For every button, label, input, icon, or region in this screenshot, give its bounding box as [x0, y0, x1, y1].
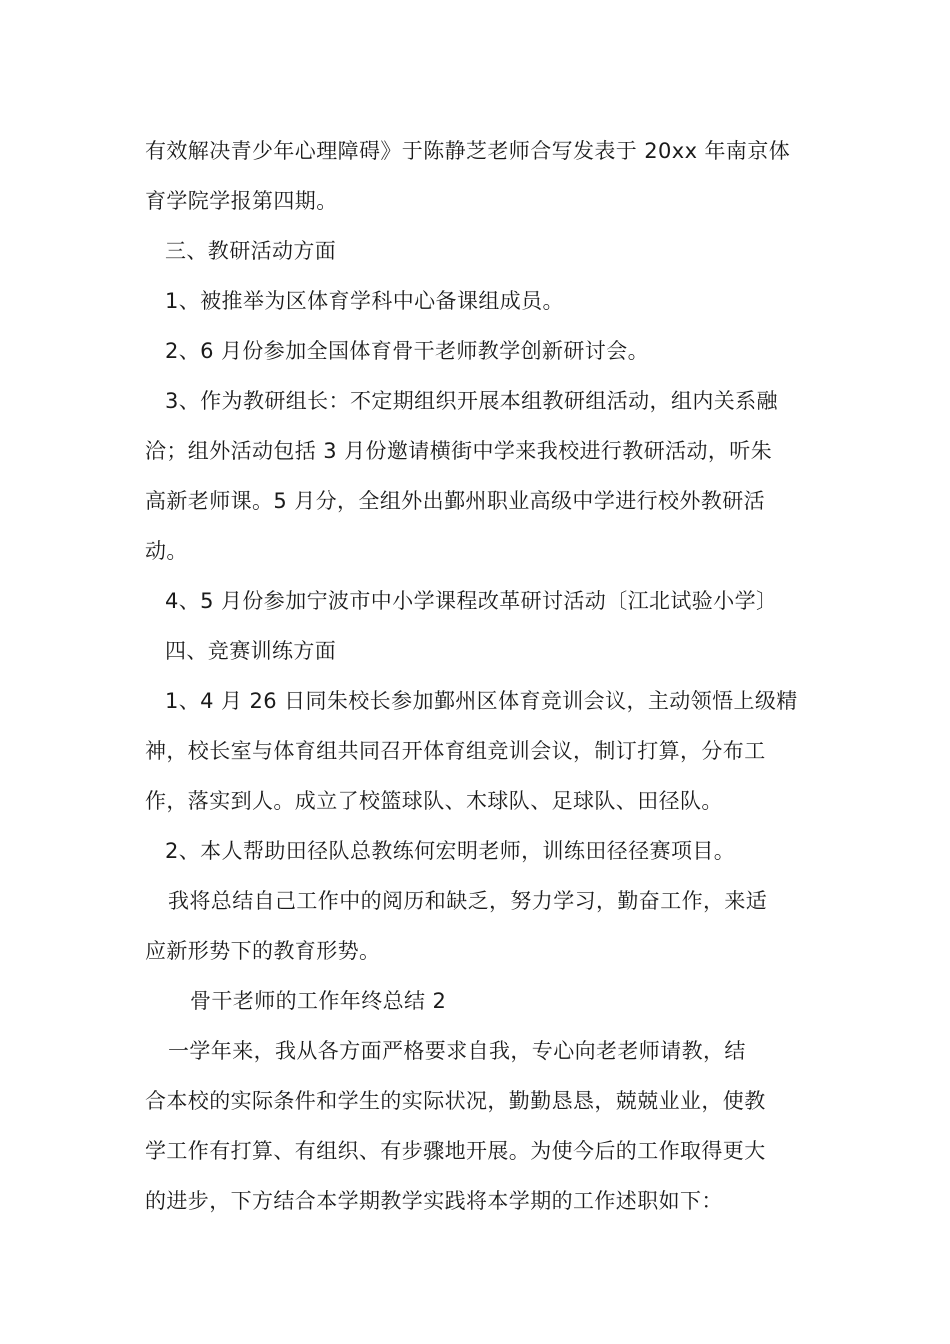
text-line: 动。: [145, 539, 188, 563]
text-line: 2、本人帮助田径队总教练何宏明老师，训练田径径赛项目。: [165, 839, 736, 863]
text-line: 高新老师课。5 月分，全组外出鄞州职业高级中学进行校外教研活: [145, 489, 766, 513]
document-title: 骨干老师的工作年终总结 2: [190, 989, 447, 1013]
text-line: 有效解决青少年心理障碍》于陈静芝老师合写发表于 20xx 年南京体: [145, 139, 791, 163]
section-heading: 四、竞赛训练方面: [165, 639, 337, 663]
text-line: 2、6 月份参加全国体育骨干老师教学创新研讨会。: [165, 339, 649, 363]
text-line: 1、被推举为区体育学科中心备课组成员。: [165, 289, 564, 313]
text-line: 我将总结自己工作中的阅历和缺乏，努力学习，勤奋工作，来适: [168, 889, 768, 913]
text-line: 神，校长室与体育组共同召开体育组竞训会议，制订打算，分布工: [145, 739, 766, 763]
text-line: 洽；组外活动包括 3 月份邀请横街中学来我校进行教研活动，听朱: [145, 439, 773, 463]
text-line: 一学年来，我从各方面严格要求自我，专心向老老师请教，结: [168, 1039, 746, 1063]
text-line: 作，落实到人。成立了校篮球队、木球队、足球队、田径队。: [145, 789, 723, 813]
text-line: 3、作为教研组长：不定期组织开展本组教研组活动，组内关系融: [165, 389, 778, 413]
text-line: 4、5 月份参加宁波市中小学课程改革研讨活动〔江北试验小学〕: [165, 589, 778, 613]
text-line: 合本校的实际条件和学生的实际状况，勤勤恳恳，兢兢业业，使教: [145, 1089, 766, 1113]
text-line: 育学院学报第四期。: [145, 189, 338, 213]
section-heading: 三、教研活动方面: [165, 239, 337, 263]
text-line: 应新形势下的教育形势。: [145, 939, 381, 963]
text-line: 1、4 月 26 日同朱校长参加鄞州区体育竞训会议，主动领悟上级精: [165, 689, 798, 713]
text-line: 学工作有打算、有组织、有步骤地开展。为使今后的工作取得更大: [145, 1139, 766, 1163]
text-line: 的进步，下方结合本学期教学实践将本学期的工作述职如下：: [145, 1189, 723, 1213]
